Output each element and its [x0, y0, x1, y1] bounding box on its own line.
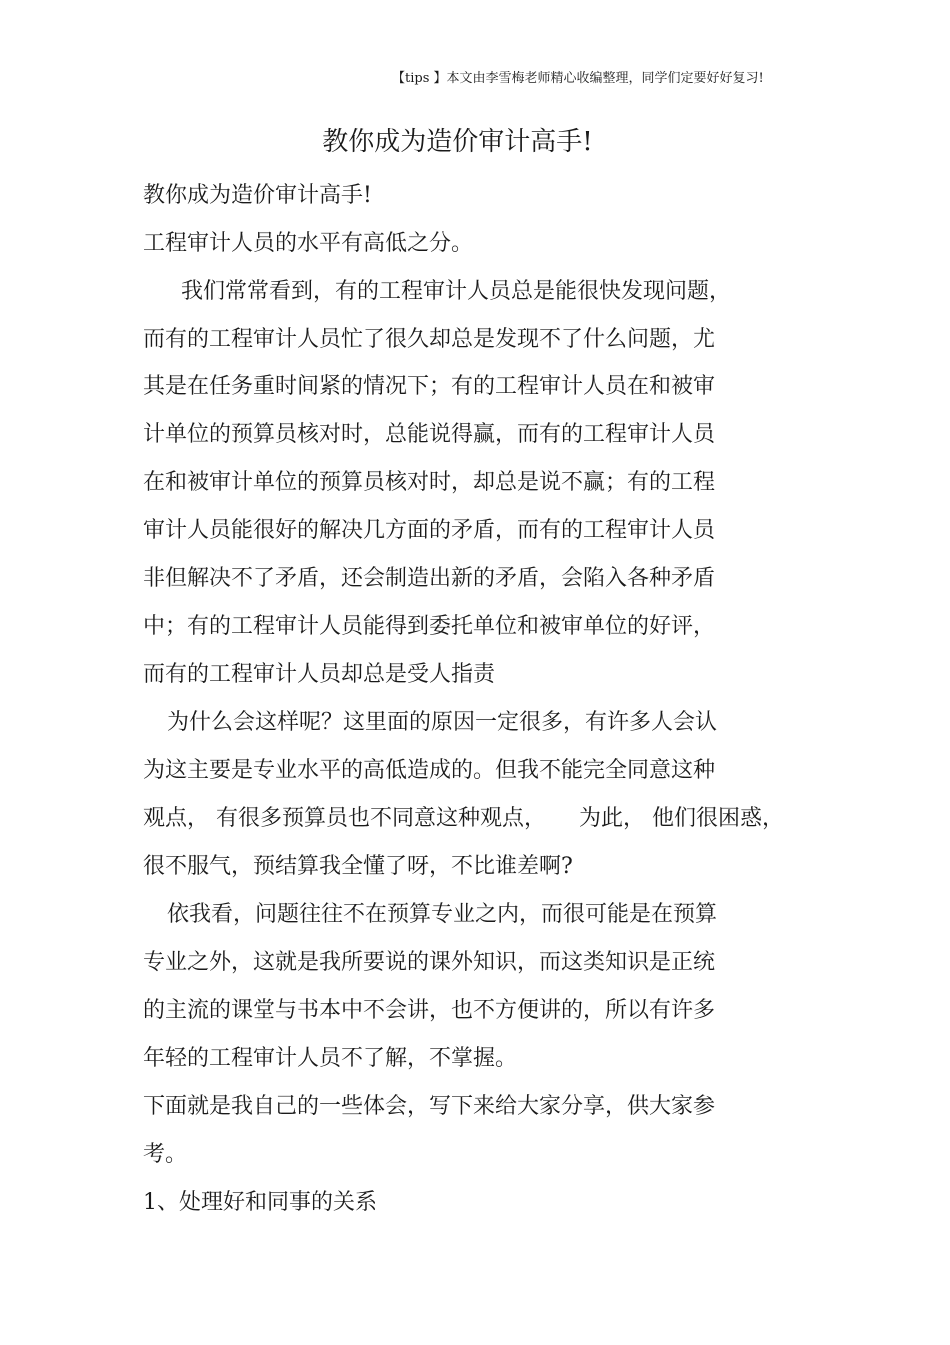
body-line: 考。	[143, 1142, 188, 1167]
header-tips: 【tips 】本文由李雪梅老师精心收编整理，同学们定要好好复习!	[392, 71, 764, 86]
body-line: 审计人员能很好的解决几方面的矛盾，而有的工程审计人员	[143, 518, 716, 543]
body-line: 我们常常看到，有的工程审计人员总是能很快发现问题，	[181, 279, 732, 304]
body-line: 的主流的课堂与书本中不会讲，也不方便讲的，所以有许多	[143, 998, 716, 1023]
body-line: 下面就是我自己的一些体会，写下来给大家分享，供大家参	[143, 1094, 716, 1119]
body-line: 教你成为造价审计高手!	[143, 183, 372, 208]
body-line: 在和被审计单位的预算员核对时，却总是说不赢；有的工程	[143, 470, 716, 495]
body-line: 计单位的预算员核对时，总能说得赢，而有的工程审计人员	[143, 422, 716, 447]
page-title: 教你成为造价审计高手!	[322, 127, 593, 157]
body-line: 其是在任务重时间紧的情况下；有的工程审计人员在和被审	[143, 374, 716, 399]
body-line: 观点， 有很多预算员也不同意这种观点， 为此， 他们很困惑，	[143, 806, 784, 831]
body-line: 依我看，问题往往不在预算专业之内，而很可能是在预算	[167, 902, 718, 927]
body-line: 为什么会这样呢？这里面的原因一定很多，有许多人会认	[167, 710, 718, 735]
body-line: 很不服气，预结算我全懂了呀，不比谁差啊?	[143, 854, 573, 879]
body-line: 非但解决不了矛盾，还会制造出新的矛盾，会陷入各种矛盾	[143, 566, 716, 591]
body-line: 中；有的工程审计人员能得到委托单位和被审单位的好评，	[143, 614, 716, 639]
section-heading: 1、处理好和同事的关系	[143, 1190, 377, 1215]
body-line: 工程审计人员的水平有高低之分。	[143, 231, 474, 256]
body-line: 而有的工程审计人员却总是受人指责	[143, 662, 496, 687]
body-line: 专业之外，这就是我所要说的课外知识，而这类知识是正统	[143, 950, 716, 975]
body-line: 为这主要是专业水平的高低造成的。但我不能完全同意这种	[143, 758, 716, 783]
body-line: 而有的工程审计人员忙了很久却总是发现不了什么问题，尤	[143, 327, 716, 352]
body-line: 年轻的工程审计人员不了解，不掌握。	[143, 1046, 518, 1071]
